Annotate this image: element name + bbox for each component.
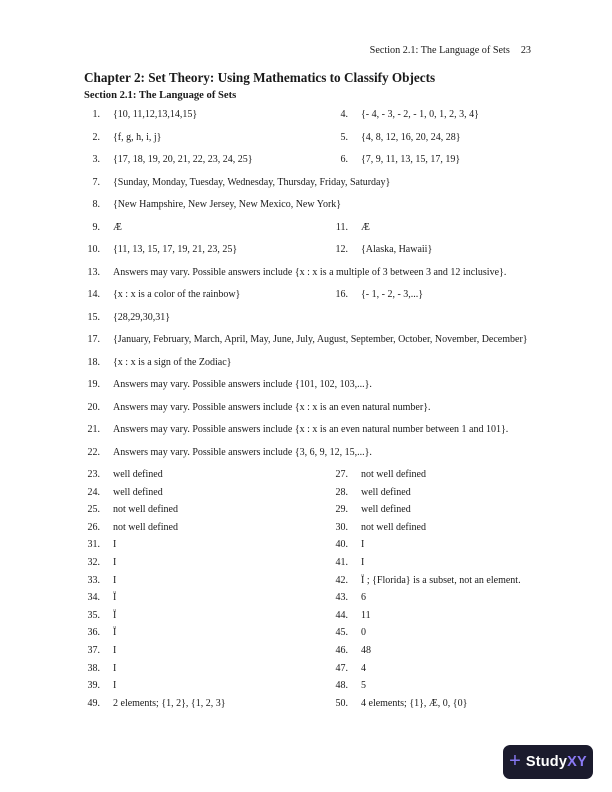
answer-item-17 — [84, 333, 531, 346]
item-text: 48 — [361, 644, 371, 656]
answer-item-33 — [84, 574, 332, 587]
answer-item-35 — [84, 609, 332, 622]
item-number: 19. — [87, 379, 100, 390]
answer-row — [84, 221, 531, 234]
item-number: 42. — [335, 574, 348, 586]
answer-item-41 — [332, 556, 531, 569]
answer-item-46 — [332, 644, 531, 657]
item-text: {- 4, - 3, - 2, - 1, 0, 1, 2, 3, 4} — [361, 109, 479, 120]
answer-row — [84, 198, 531, 211]
item-number: 35. — [87, 609, 100, 621]
item-number: 44. — [335, 609, 348, 621]
answer-row — [84, 574, 531, 587]
item-number: 48. — [335, 680, 348, 692]
item-text: I — [113, 556, 117, 568]
item-text: not well defined — [361, 521, 426, 533]
item-number: 4. — [340, 109, 348, 120]
item-text: 0 — [361, 627, 366, 639]
item-number: 50. — [335, 697, 348, 709]
answer-item-14 — [84, 288, 332, 301]
item-text: well defined — [113, 469, 163, 480]
answer-item-34 — [84, 591, 332, 604]
answer-item-31 — [84, 538, 332, 551]
item-text: Ï ; {Florida} is a subset, not an element. — [361, 574, 521, 586]
answer-row — [84, 288, 531, 301]
item-number: 2. — [92, 131, 100, 143]
answer-item-12 — [332, 243, 531, 256]
answer-item-23 — [84, 468, 332, 481]
item-text: well defined — [361, 486, 411, 498]
item-text: Ï — [113, 592, 117, 604]
item-text: I — [113, 662, 117, 674]
answer-item-6 — [332, 153, 531, 166]
answer-item-48 — [332, 679, 531, 692]
item-number: 49. — [87, 697, 100, 709]
item-text: {f, g, h, i, j} — [113, 131, 162, 143]
answer-item-1 — [84, 108, 332, 121]
item-number: 1. — [92, 109, 100, 120]
answer-row — [84, 503, 531, 516]
item-text: I — [361, 556, 365, 568]
item-number: 8. — [92, 199, 100, 210]
item-text: Answers may vary. Possible answers include {3, 6, 9, 12, 15,...}. — [113, 446, 372, 458]
item-number: 13. — [87, 266, 100, 278]
item-number: 41. — [335, 556, 348, 568]
item-number: 37. — [87, 644, 100, 656]
answer-item-2 — [84, 131, 332, 144]
answer-row — [84, 626, 531, 639]
item-number: 40. — [335, 539, 348, 551]
item-number: 26. — [87, 521, 100, 533]
item-text: {10, 11,12,13,14,15} — [113, 109, 198, 120]
answer-item-16 — [332, 288, 531, 301]
logo-text-study: Study — [525, 754, 568, 770]
item-number: 45. — [335, 627, 348, 639]
answer-row — [84, 176, 531, 189]
item-number: 32. — [87, 556, 100, 568]
answers-list — [84, 108, 531, 710]
answer-item-30 — [332, 521, 531, 534]
header-section-title: Section 2.1: The Language of Sets — [369, 45, 510, 56]
chapter-title: Chapter 2: Set Theory: Using Mathematics to Classify Objects — [84, 70, 436, 85]
item-text: well defined — [361, 504, 411, 516]
item-text: I — [113, 680, 117, 692]
item-number: 11. — [335, 221, 348, 233]
item-number: 30. — [335, 521, 348, 533]
answer-row — [84, 697, 531, 710]
answer-item-3 — [84, 153, 332, 166]
running-header — [84, 44, 531, 57]
item-number: 46. — [335, 644, 348, 656]
item-text: 2 elements; {1, 2}, {1, 2, 3} — [113, 697, 226, 709]
item-number: 20. — [87, 401, 100, 413]
item-text: Ï — [113, 609, 117, 621]
item-number: 22. — [87, 446, 100, 458]
answer-item-28 — [332, 486, 531, 499]
answer-item-32 — [84, 556, 332, 569]
item-text: 5 — [361, 680, 366, 692]
answer-item-22 — [84, 446, 531, 459]
answer-item-10 — [84, 243, 332, 256]
answer-item-47 — [332, 662, 531, 675]
item-text: not well defined — [113, 521, 178, 533]
item-number: 3. — [92, 154, 100, 165]
item-text: I — [113, 574, 117, 586]
answer-row — [84, 423, 531, 436]
item-text: Answers may vary. Possible answers include {x : x is a multiple of 3 between 3 and 12 inclusive}. — [113, 266, 507, 278]
item-number: 18. — [87, 356, 100, 368]
item-number: 10. — [87, 244, 100, 255]
item-text: {New Hampshire, New Jersey, New Mexico, New York} — [113, 199, 342, 210]
answer-item-11 — [332, 221, 531, 234]
answer-item-29 — [332, 503, 531, 516]
answer-row — [84, 591, 531, 604]
answer-item-21 — [84, 423, 531, 436]
answer-row — [84, 538, 531, 551]
answer-item-18 — [84, 356, 531, 369]
item-text: {Alaska, Hawaii} — [361, 244, 433, 255]
answer-row — [84, 243, 531, 256]
answer-item-49 — [84, 697, 332, 710]
item-text: Ï — [113, 627, 117, 639]
item-number: 27. — [335, 469, 348, 480]
answer-item-7 — [84, 176, 531, 189]
item-number: 12. — [335, 244, 348, 255]
answer-row — [84, 609, 531, 622]
item-number: 34. — [87, 592, 100, 604]
answer-row — [84, 378, 531, 391]
answer-row — [84, 131, 531, 144]
answer-row — [84, 679, 531, 692]
item-number: 36. — [87, 627, 100, 639]
item-text: Answers may vary. Possible answers include {101, 102, 103,...}. — [113, 379, 372, 390]
answer-row — [84, 356, 531, 369]
item-number: 31. — [87, 539, 100, 551]
item-text: not well defined — [113, 504, 178, 516]
answer-item-20 — [84, 401, 531, 414]
item-text: {11, 13, 15, 17, 19, 21, 23, 25} — [113, 244, 238, 255]
item-text: well defined — [113, 486, 163, 498]
answer-row — [84, 108, 531, 121]
answer-item-5 — [332, 131, 531, 144]
item-text: not well defined — [361, 469, 426, 480]
answer-item-39 — [84, 679, 332, 692]
item-number: 14. — [87, 289, 100, 300]
item-number: 16. — [335, 289, 348, 300]
item-number: 17. — [87, 334, 100, 345]
answer-item-4 — [332, 108, 531, 121]
answer-item-38 — [84, 662, 332, 675]
item-text: Æ — [361, 221, 370, 233]
answer-row — [84, 556, 531, 569]
answer-row — [84, 446, 531, 459]
logo-text-xy: XY — [567, 754, 587, 770]
item-number: 15. — [87, 311, 100, 323]
item-text: Answers may vary. Possible answers include {x : x is an even natural number}. — [113, 401, 431, 413]
answer-item-26 — [84, 521, 332, 534]
item-text: {28,29,30,31} — [113, 311, 171, 323]
answer-row — [84, 644, 531, 657]
answer-row — [84, 401, 531, 414]
item-number: 5. — [340, 131, 348, 143]
answer-row — [84, 662, 531, 675]
answer-item-8 — [84, 198, 531, 211]
answer-item-9 — [84, 221, 332, 234]
item-text: Æ — [113, 221, 122, 233]
answer-item-45 — [332, 626, 531, 639]
answer-item-27 — [332, 468, 531, 481]
answer-item-19 — [84, 378, 531, 391]
item-text: 4 elements; {1}, Æ, 0, {0} — [361, 697, 468, 709]
page-number: 23 — [520, 45, 531, 56]
item-text: Answers may vary. Possible answers include {x : x is an even natural number between 1 and 101}. — [113, 424, 509, 435]
item-text: I — [113, 644, 117, 656]
answer-row — [84, 521, 531, 534]
answer-item-50 — [332, 697, 531, 710]
item-number: 43. — [335, 592, 348, 604]
answer-item-24 — [84, 486, 332, 499]
item-text: {January, February, March, April, May, June, July, August, September, October, November, December} — [113, 334, 528, 345]
item-number: 21. — [87, 424, 100, 435]
item-text: 4 — [361, 662, 366, 674]
item-text: {4, 8, 12, 16, 20, 24, 28} — [361, 131, 461, 143]
item-text: I — [113, 539, 117, 551]
item-number: 25. — [87, 504, 100, 516]
item-text: {7, 9, 11, 13, 15, 17, 19} — [361, 154, 461, 165]
item-number: 38. — [87, 662, 100, 674]
answer-item-25 — [84, 503, 332, 516]
item-number: 7. — [92, 176, 100, 188]
answer-row — [84, 266, 531, 279]
answer-item-36 — [84, 626, 332, 639]
answer-item-44 — [332, 609, 531, 622]
item-text: {17, 18, 19, 20, 21, 22, 23, 24, 25} — [113, 154, 253, 165]
answer-item-13 — [84, 266, 531, 279]
item-number: 28. — [335, 486, 348, 498]
item-number: 9. — [92, 221, 100, 233]
item-text: {- 1, - 2, - 3,...} — [361, 289, 424, 300]
item-text: 6 — [361, 592, 366, 604]
item-text: 11 — [361, 609, 371, 621]
item-number: 24. — [87, 486, 100, 498]
answer-row — [84, 486, 531, 499]
answer-item-42 — [332, 574, 531, 587]
answer-row — [84, 153, 531, 166]
answer-row — [84, 311, 531, 324]
answer-item-37 — [84, 644, 332, 657]
item-number: 23. — [87, 469, 100, 480]
answer-row — [84, 468, 531, 481]
answer-row — [84, 333, 531, 346]
item-number: 47. — [335, 662, 348, 674]
item-text: {x : x is a sign of the Zodiac} — [113, 356, 232, 368]
item-text: I — [361, 539, 365, 551]
item-text: {x : x is a color of the rainbow} — [113, 289, 241, 300]
item-text: {Sunday, Monday, Tuesday, Wednesday, Thursday, Friday, Saturday} — [113, 176, 391, 188]
item-number: 29. — [335, 504, 348, 516]
answer-item-40 — [332, 538, 531, 551]
answer-item-43 — [332, 591, 531, 604]
plus-icon: + — [509, 750, 521, 772]
item-number: 6. — [340, 154, 348, 165]
studyxy-logo — [503, 745, 593, 779]
item-number: 33. — [87, 574, 100, 586]
item-number: 39. — [87, 680, 100, 692]
answer-item-15 — [84, 311, 531, 324]
section-heading: Section 2.1: The Language of Sets — [84, 90, 237, 101]
